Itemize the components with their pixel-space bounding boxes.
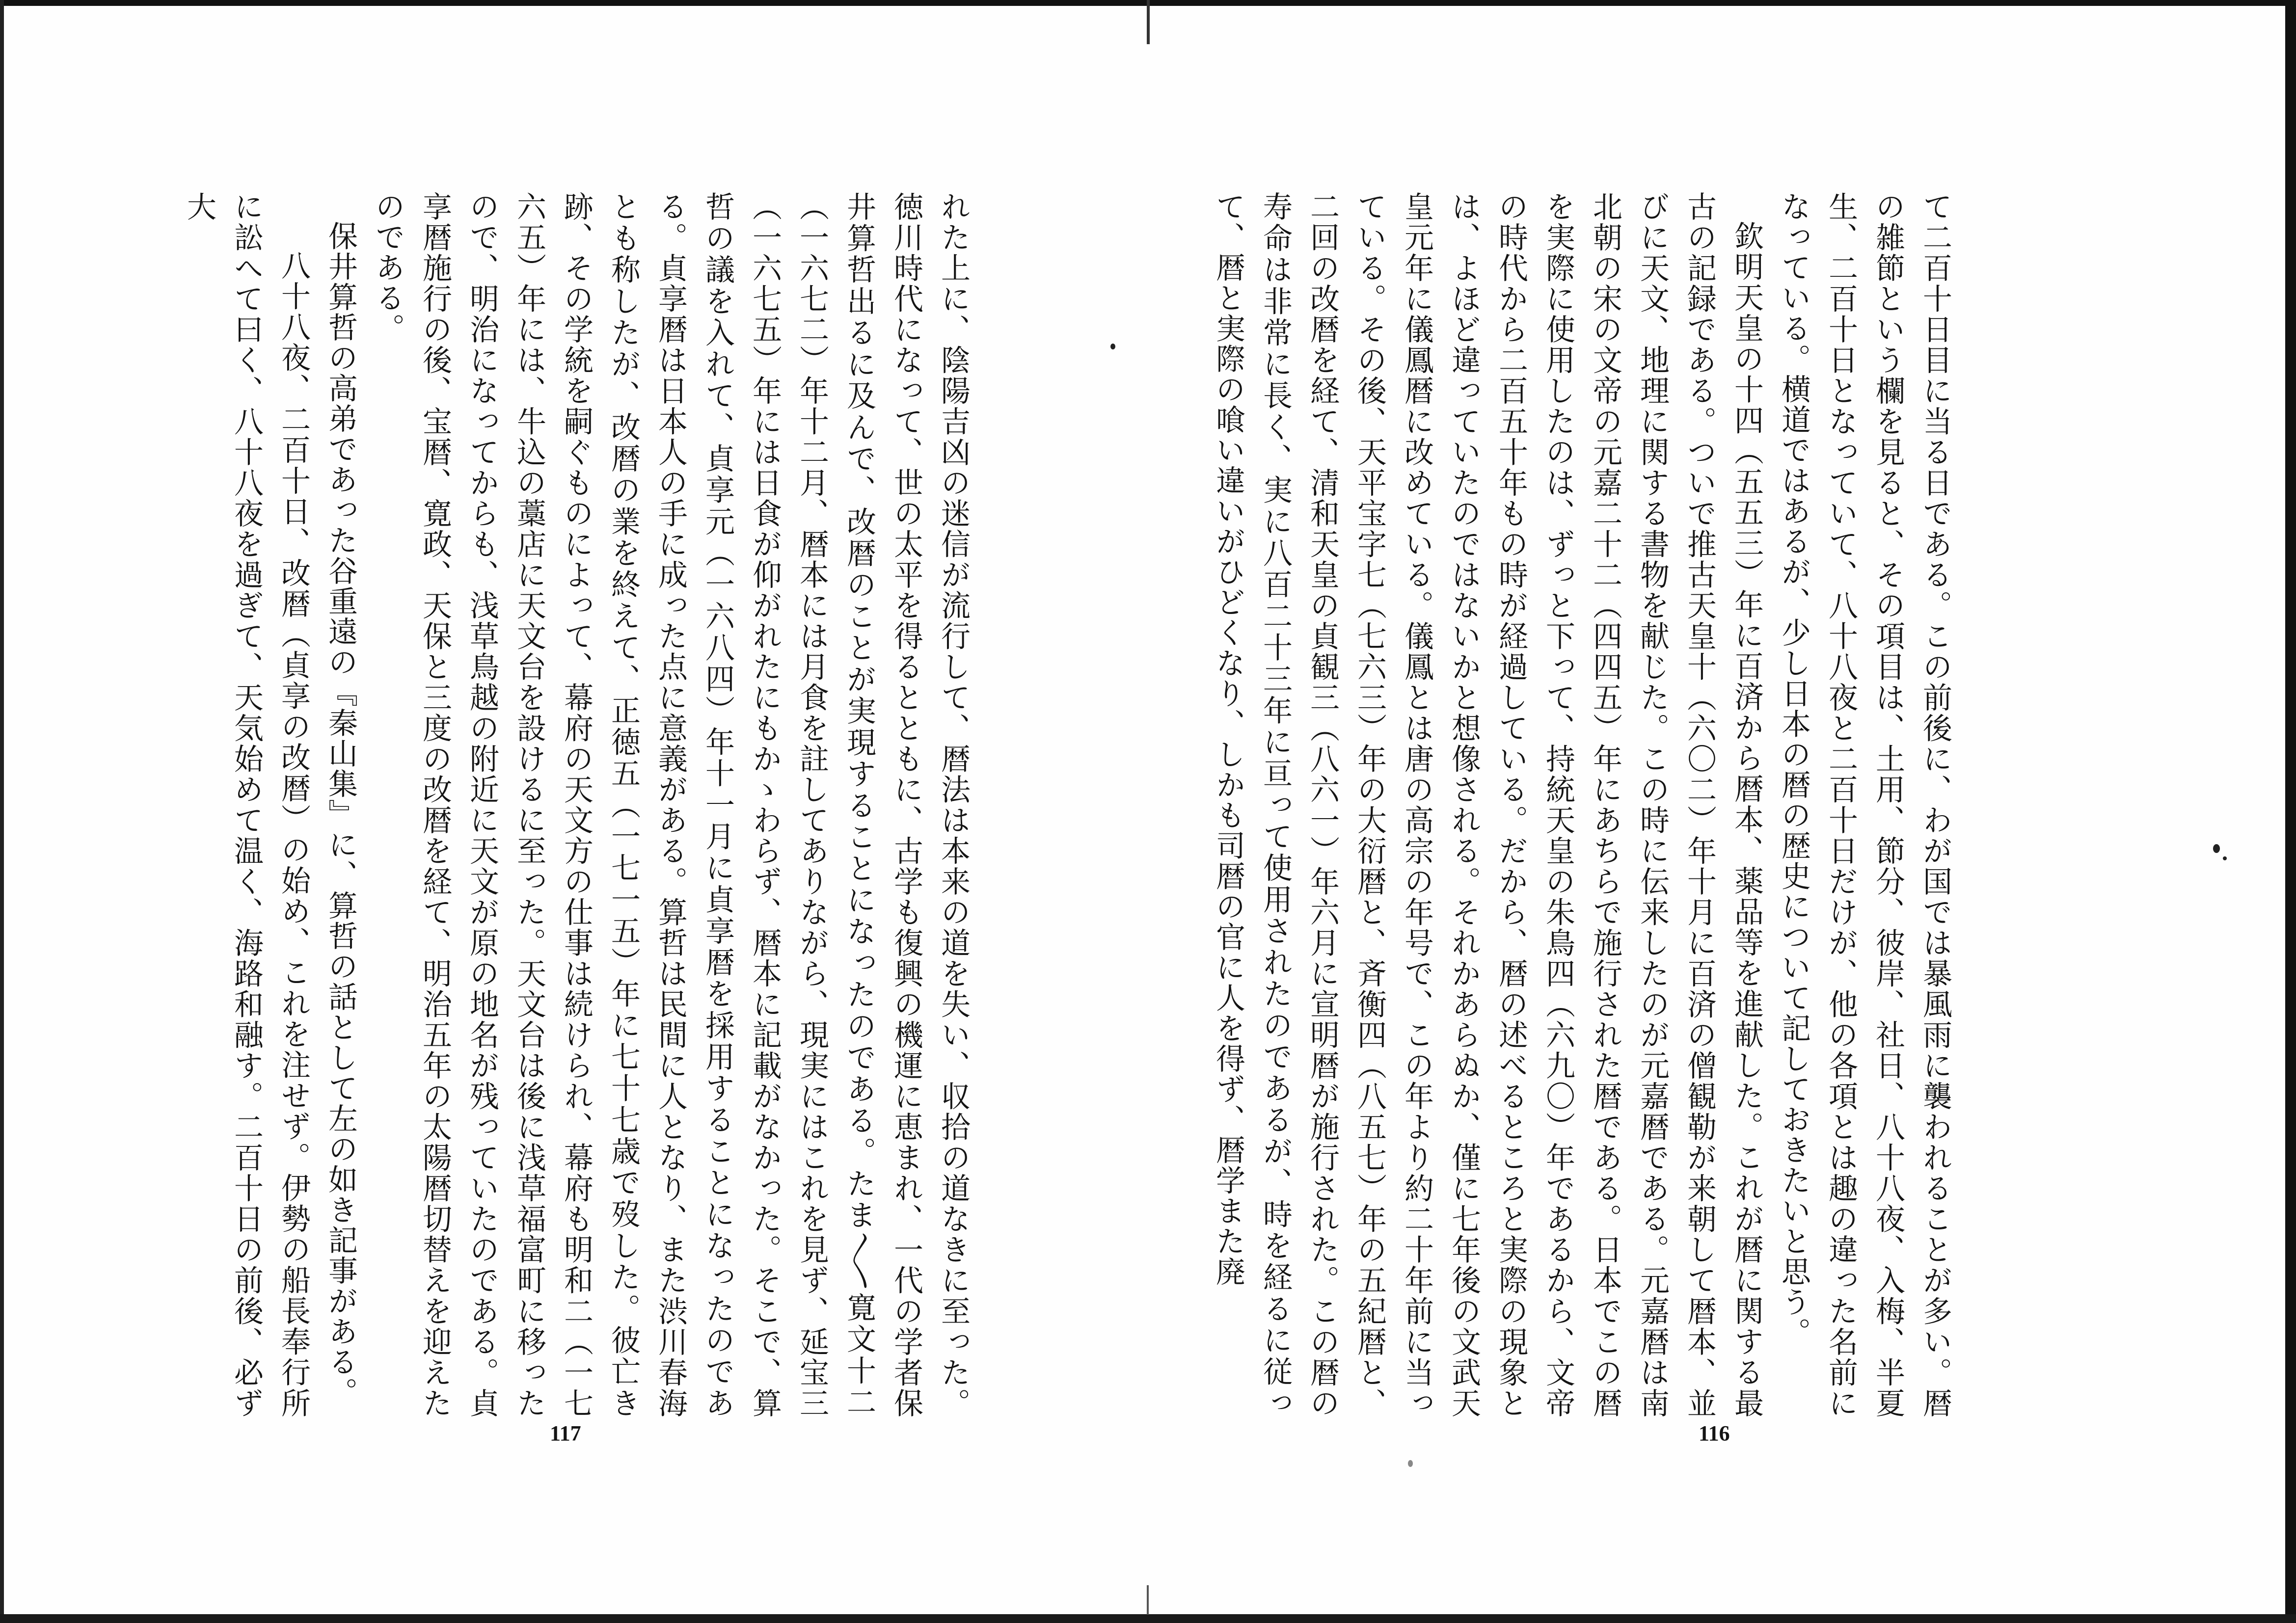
scan-border-left bbox=[0, 0, 4, 1623]
paragraph: れた上に、陰陽吉凶の迷信が流行して、暦法は本来の道を失い、収拾の道なきに至った。徳川時代になって、世の太平を得るとともに、古学も復興の機運に恵まれ、一代の学者保井算哲出るに及んで、改暦のことが実現することになったのである。たま〳〵寛文十二（一六七二）年十二月、暦本には月食を註してありながら、現実にはこれを見ず、延宝三（一六七五）年には日食が仰がれたにもかゝわらず、暦本に記載がなかった。そこで、算哲の議を入れて、貞享元（一六八四）年十一月に貞享暦を採用することになったのである。貞享暦は日本人の手に成った点に意義がある。算哲は民間に人となり、また渋川春海とも称したが、改暦の業を終えて、正徳五（一七一五）年に七十七歳で歿した。彼亡き跡、その学統を嗣ぐものによって、幕府の天文方の仕事は続けられ、幕府も明和二（一七六五）年には、牛込の藁店に天文台を設けるに至った。天文台は後に浅草福富町に移ったので、明治になってからも、浅草鳥越の附近に天文が原の地名が残っていたのである。貞享暦施行の後、宝暦、寛政、天保と三度の改暦を経て、明治五年の太陽暦切替えを迎えたのである。 bbox=[371, 191, 971, 1419]
scan-speck bbox=[1408, 1460, 1413, 1467]
paragraph: て二百十日目に当る日である。この前後に、わが国では暴風雨に襲われることが多い。暦の雑節という欄を見ると、その項目は、土用、節分、彼岸、社日、八十八夜、入梅、半夏生、二百十日となっていて、八十八夜と二百十日だけが、他の各項とは趣の違った名前になっている。横道ではあるが、少し日本の暦の歴史について記しておきたいと思う。 bbox=[1777, 191, 1952, 1418]
quoted-paragraph: 八十八夜、二百十日、改暦（貞享の改暦）の始め、これを注せず。伊勢の船長奉行所に訟へて曰く、八十八夜を過ぎて、天気始めて温く、海路和融す。二百十日の前後、必ず大 bbox=[182, 191, 311, 1418]
page-number: 116 bbox=[1699, 1421, 1730, 1445]
left-page bbox=[182, 191, 977, 1419]
book-gutter-mark bbox=[1147, 0, 1150, 44]
paragraph: 欽明天皇の十四（五五三）年に百済から暦本、薬品等を進献した。これが暦に関する最古の記録である。ついで推古天皇十（六〇二）年十月に百済の僧観勒が来朝して暦本、並びに天文、地理に関する書物を献じた。この時に伝来したのが元嘉暦である。元嘉暦は南北朝の宋の文帝の元嘉二十二（四四五）年にあちらで施行された暦である。日本でこの暦を実際に使用したのは、ずっと下って、持統天皇の朱鳥四（六九〇）年であるから、文帝の時代から二百五十年もの時が経過している。だから、暦の述べるところと実際の現象とは、よほど違っていたのではないかと想像される。それかあらぬか、僅に七年後の文武天皇元年に儀鳳暦に改めている。儀鳳とは唐の高宗の年号で、この年より約二十年前に当っている。その後、天平宝字七（七六三）年の大衍暦と、斉衡四（八五七）年の五紀暦と、二回の改暦を経て、清和天皇の貞観三（八六一）年六月に宣明暦が施行された。この暦の寿命は非常に長く、実に八百二十三年に亘って使用されたのであるが、時を経るに従って、暦と実際の喰い違いがひどくなり、しかも司暦の官に人を得ず、暦学また廃 bbox=[1211, 191, 1764, 1419]
right-page bbox=[1211, 191, 1959, 1419]
scan-speck bbox=[1110, 344, 1115, 349]
right-page-body bbox=[1211, 191, 1959, 1419]
page-number: 117 bbox=[550, 1421, 581, 1445]
book-gutter-mark-bottom bbox=[1147, 1585, 1149, 1615]
scan-speck bbox=[2223, 856, 2227, 860]
scan-border-right bbox=[2285, 0, 2296, 1623]
paragraph: 保井算哲の高弟であった谷重遠の『秦山集』に、算哲の話として左の如き記事がある。 bbox=[324, 221, 358, 1408]
scan-border-bottom bbox=[0, 1614, 2296, 1623]
scan-speck bbox=[2213, 844, 2220, 853]
left-page-body bbox=[182, 191, 977, 1419]
